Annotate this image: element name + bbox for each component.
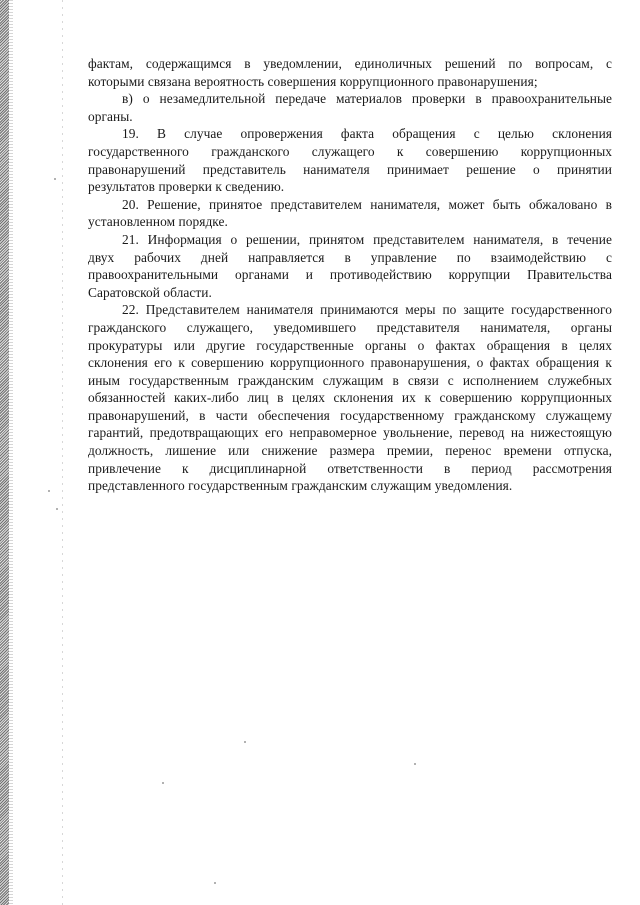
text-line: правонарушений представитель нанимателя принимает решение о принятии: [88, 161, 612, 177]
text-line: иным государственным гражданским служащим в связи с исполнением служебных: [88, 372, 612, 388]
text-line: прокуратуры или другие государственные органы о фактах обращения в целях: [88, 337, 612, 353]
text-line: органы.: [88, 108, 133, 124]
scan-speck: [162, 782, 164, 784]
paragraph-item-v: [88, 90, 612, 125]
text-line: обязанностей каких-либо лиц в целях склонения их к совершению коррупционных: [88, 390, 612, 406]
text-line: фактам, содержащимся в уведомлении, единоличных решений по вопросам, с: [88, 56, 612, 71]
text-line: двух рабочих дней направляется в управление по взаимодействию с: [88, 249, 612, 265]
text-line: представленного государственным гражданским служащим уведомления.: [88, 478, 513, 494]
binding-dotted-line: [62, 0, 63, 905]
scan-speck: [48, 490, 50, 492]
text-line: 21. Информация о решении, принятом представителем нанимателя, в течение: [122, 231, 612, 247]
text-line: склонения его к совершению коррупционного правонарушения, о фактах обращения к: [88, 355, 612, 371]
text-line: установленном порядке.: [88, 214, 228, 230]
paragraph-continuation: [88, 55, 612, 90]
text-line: в) о незамедлительной передаче материалов проверки в правоохранительные: [122, 91, 612, 107]
paragraph-20: [88, 196, 612, 231]
text-line: привлечение к дисциплинарной ответственности в период рассмотрения: [88, 460, 612, 476]
scan-edge-artifact: [0, 0, 9, 905]
text-line: правоохранительными органами и противодействию коррупции Правительства: [88, 267, 612, 283]
scan-speck: [414, 763, 416, 765]
text-line: 20. Решение, принятое представителем нанимателя, может быть обжаловано в: [122, 196, 612, 212]
text-line: гарантий, предотвращающих его неправомерное увольнение, перевод на нижестоящую: [88, 425, 612, 441]
scan-speck: [214, 882, 216, 884]
text-line: результатов проверки к сведению.: [88, 179, 285, 195]
text-line: должность, лишение или снижение размера премии, перенос времени отпуска,: [88, 443, 612, 459]
document-body: [88, 55, 612, 495]
scan-speck: [244, 741, 246, 743]
text-line: государственного гражданского служащего к совершению коррупционных: [88, 143, 612, 159]
paragraph-21: [88, 231, 612, 301]
text-line: гражданского служащего, уведомившего представителя нанимателя, органы: [88, 319, 612, 335]
scan-speck: [54, 178, 56, 180]
text-line: которыми связана вероятность совершения коррупционного правонарушения;: [88, 73, 538, 89]
text-line: 22. Представителем нанимателя принимаются меры по защите государственного: [122, 302, 612, 318]
paragraph-22: [88, 301, 612, 495]
text-line: Саратовской области.: [88, 284, 212, 300]
paragraph-19: [88, 125, 612, 195]
text-line: правонарушений, в части обеспечения государственному гражданскому служащему: [88, 407, 612, 423]
text-line: 19. В случае опровержения факта обращения с целью склонения: [122, 126, 612, 142]
scan-speck: [56, 508, 58, 510]
